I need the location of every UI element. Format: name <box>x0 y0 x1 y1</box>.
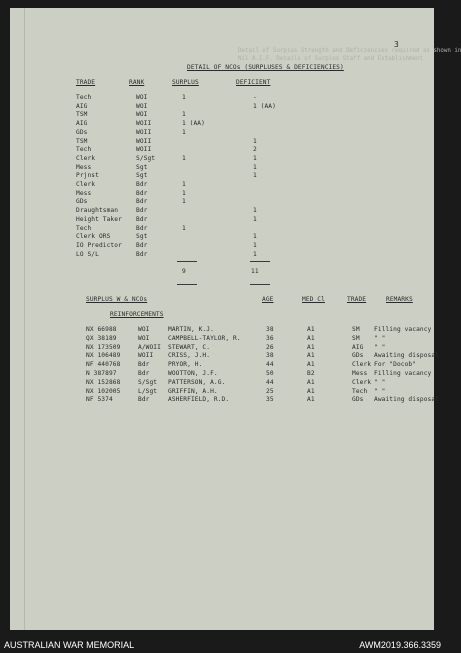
row-rank: WOII <box>136 128 152 136</box>
section-heading: SURPLUS W & NCOs <box>86 296 148 303</box>
row-surplus: 1 <box>182 181 186 188</box>
row-trade: Mess <box>76 163 92 171</box>
row-surplus: 1 (AA) <box>182 120 205 128</box>
row-remarks: Filling vacancy <box>374 326 432 333</box>
row-deficient: 1 (AA) <box>253 102 276 110</box>
row-age: 38 <box>266 326 274 333</box>
row-trade: Mess <box>76 189 92 197</box>
row-deficient: 1 <box>253 163 257 171</box>
row-age: 50 <box>266 370 274 377</box>
row-trade: Clerk <box>76 154 96 162</box>
row-rank: WOI <box>136 102 148 110</box>
row-age: 26 <box>266 343 274 351</box>
row-trade: GDs <box>76 128 88 136</box>
deficient-total-underline <box>250 284 270 285</box>
row-name: STEWART, C. <box>168 343 211 351</box>
row-trade: GDs <box>76 198 88 206</box>
archive-name: AUSTRALIAN WAR MEMORIAL <box>4 640 135 650</box>
row-med-class: A1 <box>307 326 315 333</box>
row-trade: Clerk <box>352 378 372 386</box>
row-trade: SM <box>352 334 360 342</box>
document-title: DETAIL OF NCOs (SURPLUSES & DEFICIENCIES) <box>187 64 344 71</box>
row-remarks: Filling vacancy <box>374 370 432 377</box>
row-rank: WOI <box>136 94 148 101</box>
row-rank: A/WOII <box>138 343 161 351</box>
row-rank: Bdr <box>136 215 148 223</box>
row-rank: Bdr <box>136 207 148 215</box>
row-deficient: 1 <box>253 250 257 258</box>
row-trade: Tech <box>76 146 92 154</box>
row-name: GRIFFIN, A.H. <box>168 387 218 395</box>
row-deficient: 1 <box>253 137 257 145</box>
row-trade: TSM <box>76 111 88 119</box>
row-number: NX 152868 <box>86 378 121 386</box>
deficient-total-rule <box>250 261 270 262</box>
row-deficient: 1 <box>253 233 257 241</box>
row-name: CRISS, J.H. <box>168 352 211 360</box>
row-trade: GDs <box>352 396 364 404</box>
row-deficient: - <box>253 94 257 101</box>
row-trade: AIG <box>76 102 88 110</box>
row-remarks: For "Docob" <box>374 361 417 369</box>
row-age: 38 <box>266 352 274 360</box>
row-trade: AIG <box>352 343 364 351</box>
row-trade: LO S/L <box>76 250 99 258</box>
row-rank: Bdr <box>136 181 148 188</box>
row-rank: Bdr <box>136 198 148 206</box>
header-surplus: SURPLUS <box>172 79 199 86</box>
deficient-total: 11 <box>251 268 259 275</box>
row-trade: Tech <box>352 387 368 395</box>
row-rank: Bdr <box>136 250 148 258</box>
row-surplus: 1 <box>182 128 186 136</box>
row-med-class: A1 <box>307 396 315 404</box>
row-rank: WOII <box>136 120 152 128</box>
row-age: 35 <box>266 396 274 404</box>
row-number: NX 102005 <box>86 387 121 395</box>
row-remarks: " " <box>374 387 386 395</box>
archive-footer <box>0 636 445 653</box>
row-trade: AIG <box>76 120 88 128</box>
row-deficient: 1 <box>253 241 257 249</box>
row-surplus: 1 <box>182 224 186 232</box>
row-rank: Sgt <box>136 233 148 241</box>
row-name: CAMPBELL-TAYLOR, R. <box>168 334 241 342</box>
row-age: 44 <box>266 361 274 369</box>
row-trade: Clerk ORS <box>76 233 111 241</box>
row-rank: S/Sgt <box>136 154 156 162</box>
row-trade: Clerk <box>76 181 96 188</box>
document-page <box>10 8 461 630</box>
row-trade: GDs <box>352 352 364 360</box>
row-number: NF 440768 <box>86 361 121 369</box>
row-trade: Prjnst <box>76 172 99 180</box>
page-mark: 3 <box>394 40 399 49</box>
row-number: NX 173509 <box>86 343 121 351</box>
row-rank: Bdr <box>136 241 148 249</box>
row-deficient: 1 <box>253 172 257 180</box>
row-number: QX 38189 <box>86 334 117 342</box>
row-name: WOOTTON, J.F. <box>168 370 218 377</box>
row-surplus: 1 <box>182 154 186 162</box>
row-name: PATTERSON, A.G. <box>168 378 226 386</box>
row-rank: Bdr <box>138 396 150 404</box>
row-rank: Bdr <box>138 370 150 377</box>
header-remarks: REMARKS <box>386 296 413 303</box>
row-remarks: " " <box>374 378 386 386</box>
header-deficient: DEFICIENT <box>236 79 271 86</box>
surplus-total: 9 <box>182 268 186 275</box>
row-remarks: " " <box>374 334 386 342</box>
header-rank: RANK <box>129 79 145 86</box>
row-trade: SM <box>352 326 360 333</box>
bleed-through-text: Nil A.I.F. Details of Surplus Staff and Establishment <box>238 56 423 62</box>
row-med-class: A1 <box>307 334 315 342</box>
row-remarks: Awaiting disposal <box>374 352 440 360</box>
row-rank: Bdr <box>136 189 148 197</box>
item-id: AWM2019.366.3359 <box>359 640 441 650</box>
bleed-through-text: Detail of Surplus Strength and Deficiencies required as shown in <box>238 48 461 54</box>
row-name: ASHERFIELD, R.D. <box>168 396 230 404</box>
row-number: NF 5374 <box>86 396 113 404</box>
row-rank: WOII <box>138 352 154 360</box>
row-trade: Tech <box>76 94 92 101</box>
row-trade: Draughtsman <box>76 207 119 215</box>
row-trade: IO Predictor <box>76 241 122 249</box>
row-rank: WOI <box>138 334 150 342</box>
row-med-class: A1 <box>307 387 315 395</box>
surplus-total-rule <box>177 261 197 262</box>
row-trade: TSM <box>76 137 88 145</box>
row-med-class: B2 <box>307 370 315 377</box>
row-remarks: " " <box>374 343 386 351</box>
row-trade: Height Taker <box>76 215 122 223</box>
row-rank: WOII <box>136 137 152 145</box>
row-rank: WOI <box>136 111 148 119</box>
row-rank: WOII <box>136 146 152 154</box>
row-deficient: 1 <box>253 215 257 223</box>
surplus-total-underline <box>177 284 197 285</box>
row-trade: Clerk <box>352 361 372 369</box>
row-med-class: A1 <box>307 352 315 360</box>
row-rank: Sgt <box>136 163 148 171</box>
row-age: 25 <box>266 387 274 395</box>
row-rank: S/Sgt <box>138 378 158 386</box>
row-trade: Tech <box>76 224 92 232</box>
row-deficient: 1 <box>253 207 257 215</box>
row-med-class: A1 <box>307 378 315 386</box>
row-surplus: 1 <box>182 198 186 206</box>
row-med-class: A1 <box>307 343 315 351</box>
row-number: NX 66988 <box>86 326 117 333</box>
row-surplus: 1 <box>182 94 186 101</box>
row-rank: Bdr <box>136 224 148 232</box>
header-med-class: MED Cl <box>302 296 325 303</box>
row-age: 44 <box>266 378 274 386</box>
row-surplus: 1 <box>182 189 186 197</box>
row-number: N 387897 <box>86 370 117 377</box>
row-surplus: 1 <box>182 111 186 119</box>
row-name: PRYOR, H. <box>168 361 203 369</box>
row-rank: Bdr <box>138 361 150 369</box>
row-rank: L/Sgt <box>138 387 158 395</box>
header-trade: TRADE <box>76 79 96 86</box>
row-number: NX 106489 <box>86 352 121 360</box>
row-rank: WOI <box>138 326 150 333</box>
reinforcements-heading: REINFORCEMENTS <box>110 311 164 318</box>
row-age: 36 <box>266 334 274 342</box>
header-trade: TRADE <box>347 296 367 303</box>
header-age: AGE <box>262 296 274 303</box>
row-deficient: 1 <box>253 154 257 162</box>
row-rank: Sgt <box>136 172 148 180</box>
row-remarks: Awaiting disposal <box>374 396 440 404</box>
row-name: MARTIN, K.J. <box>168 326 214 333</box>
row-med-class: A1 <box>307 361 315 369</box>
row-trade: Mess <box>352 370 368 377</box>
row-deficient: 2 <box>253 146 257 154</box>
